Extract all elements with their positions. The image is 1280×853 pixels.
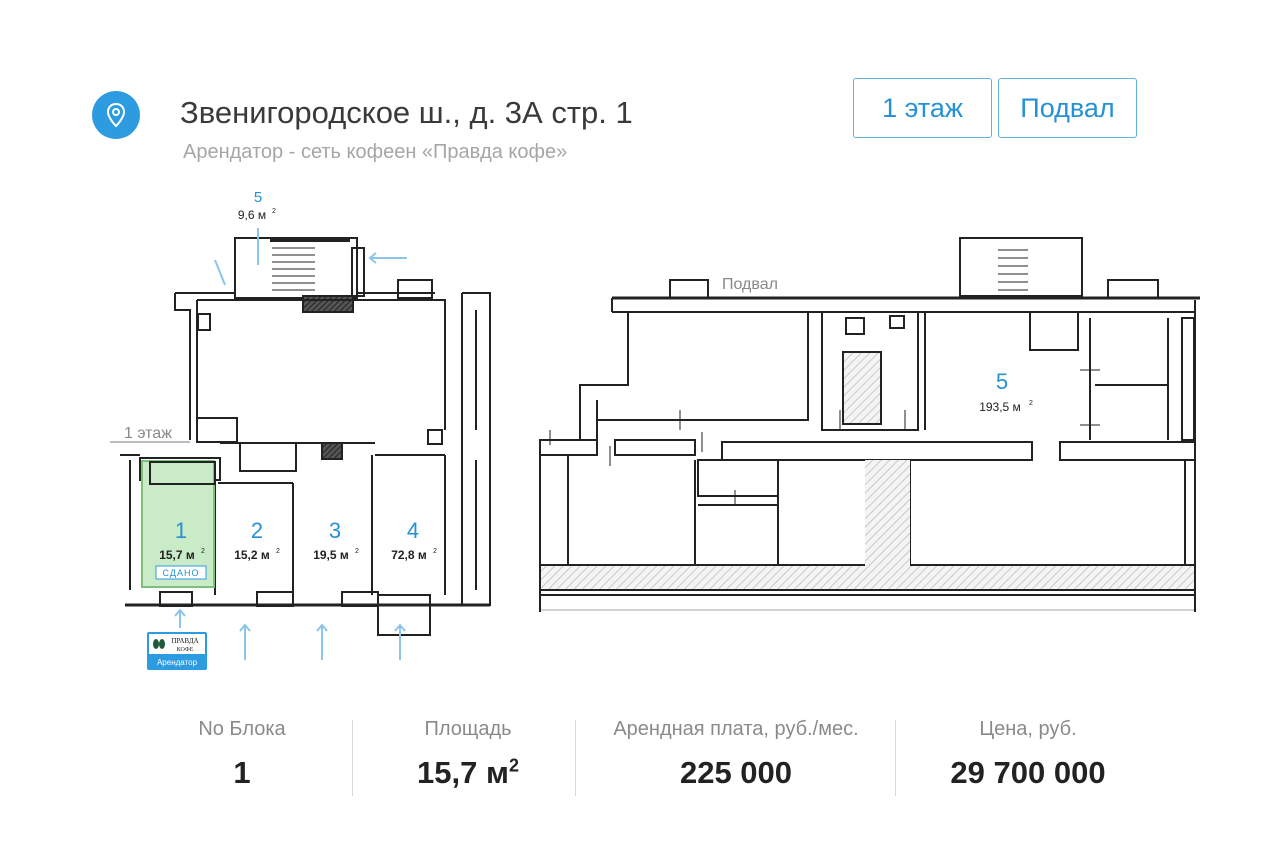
stat-block-value: 1 <box>233 755 251 790</box>
unit-2-area-sup: 2 <box>276 548 280 555</box>
stat-block-label: No Блока <box>198 718 286 740</box>
unit-5-area-sup: 2 <box>272 208 276 215</box>
tenant-subtitle: Арендатор - сеть кофеен «Правда кофе» <box>183 141 568 163</box>
stat-rent <box>598 718 874 791</box>
svg-text:ПРАВДА: ПРАВДА <box>171 637 199 645</box>
unit-1-status-badge: СДАНО <box>162 568 200 578</box>
unit-1-number[interactable]: 1 <box>174 518 188 543</box>
address-title: Звенигородское ш., д. 3А стр. 1 <box>180 95 633 130</box>
stat-rent-value: 225 000 <box>679 755 793 790</box>
unit-3-area-sup: 2 <box>355 548 359 555</box>
plan-basement-ticks <box>550 370 1100 505</box>
tab-basement[interactable]: Подвал <box>998 78 1137 138</box>
stat-price-label: Цена, руб. <box>979 718 1077 740</box>
plan-basement <box>540 238 1200 612</box>
unit-4-area: 72,8 м <box>391 548 427 562</box>
divider <box>895 720 896 796</box>
unit-4-number[interactable]: 4 <box>406 518 420 543</box>
unit-2-area: 15,2 м <box>234 548 270 562</box>
unit-2-number[interactable]: 2 <box>250 518 264 543</box>
stat-price-value: 29 700 000 <box>950 755 1106 790</box>
divider <box>352 720 353 796</box>
basement-label: Подвал <box>722 276 778 293</box>
stat-area <box>378 718 558 791</box>
svg-text:Арендатор: Арендатор <box>156 658 198 667</box>
stat-area-value: 15,7 $м^2$ <box>417 755 519 790</box>
stat-price <box>918 718 1138 791</box>
stat-rent-label: Арендная плата, руб./мес. <box>613 718 859 740</box>
stat-area-label: Площадь <box>424 718 512 740</box>
svg-text:КОФЕ: КОФЕ <box>176 647 194 653</box>
basement-unit-number[interactable]: 5 <box>995 369 1009 394</box>
unit-3-area: 19,5 м <box>313 548 349 562</box>
unit-4-area-sup: 2 <box>433 548 437 555</box>
floor-1-label: 1 этаж <box>124 425 172 442</box>
stat-block-number <box>162 718 322 791</box>
unit-5-area: 9,6 м <box>237 208 267 222</box>
tab-floor-1[interactable]: 1 этаж <box>853 78 992 138</box>
unit-5-number: 5 <box>253 189 263 206</box>
basement-unit-area-sup: 2 <box>1029 400 1033 407</box>
unit-1-area-sup: 2 <box>201 548 205 555</box>
unit-1-area: 15,7 м <box>159 548 195 562</box>
tenant-logo-badge <box>147 632 207 670</box>
unit-3-number[interactable]: 3 <box>328 518 342 543</box>
basement-unit-area: 193,5 м <box>979 400 1021 414</box>
divider <box>575 720 576 796</box>
